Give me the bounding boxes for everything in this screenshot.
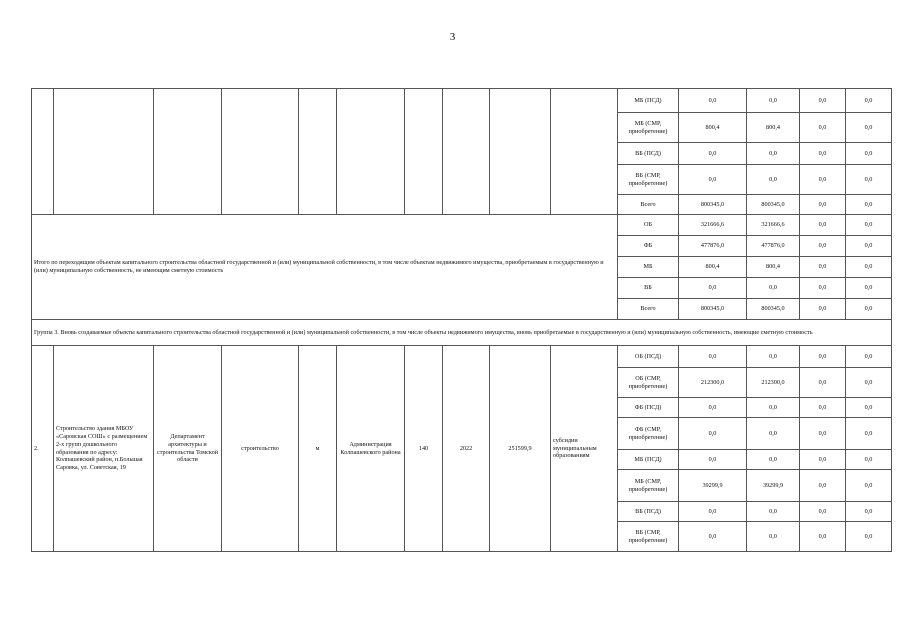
form-cell	[551, 89, 618, 215]
value-cell: 0,0	[846, 215, 892, 236]
value-cell: 0,0	[747, 522, 800, 552]
value-cell: 800,4	[679, 113, 747, 143]
value-cell: 800345,0	[679, 299, 747, 320]
value-cell: 0,0	[800, 502, 846, 522]
source-cell: Всего	[618, 299, 679, 320]
value-cell: 0,0	[800, 257, 846, 278]
value-cell: 0,0	[747, 418, 800, 450]
value-cell: 212300,0	[747, 368, 800, 398]
object-type: строительство	[222, 346, 299, 552]
capacity-cell	[405, 89, 443, 215]
table-row	[32, 346, 892, 368]
source-cell: МБ	[618, 257, 679, 278]
table-row	[32, 89, 892, 113]
budget-table	[31, 88, 892, 552]
value-cell: 0,0	[846, 195, 892, 215]
source-cell: МБ (ПСД)	[618, 89, 679, 113]
source-cell: МБ (ПСД)	[618, 450, 679, 470]
value-cell: 321666,6	[747, 215, 800, 236]
value-cell: 0,0	[846, 450, 892, 470]
value-cell: 0,0	[846, 346, 892, 368]
value-cell: 0,0	[846, 89, 892, 113]
value-cell: 0,0	[679, 143, 747, 165]
value-cell: 800345,0	[747, 195, 800, 215]
source-cell: ОБ (СМР, приобретение)	[618, 368, 679, 398]
value-cell: 800,4	[679, 257, 747, 278]
value-cell: 0,0	[679, 418, 747, 450]
value-cell: 0,0	[747, 89, 800, 113]
value-cell: 0,0	[679, 165, 747, 195]
value-cell: 0,0	[800, 278, 846, 299]
object-unit: м	[299, 346, 337, 552]
value-cell: 0,0	[846, 165, 892, 195]
value-cell: 0,0	[846, 257, 892, 278]
value-cell: 0,0	[800, 418, 846, 450]
value-cell: 0,0	[747, 502, 800, 522]
value-cell: 0,0	[800, 165, 846, 195]
value-cell: 39299,9	[679, 470, 747, 502]
value-cell: 0,0	[747, 143, 800, 165]
value-cell: 0,0	[747, 346, 800, 368]
value-cell: 0,0	[800, 522, 846, 552]
source-cell: МБ (СМР, приобретение)	[618, 113, 679, 143]
source-cell: ВБ (ПСД)	[618, 143, 679, 165]
object-cost: 251599,9	[490, 346, 551, 552]
table-row	[32, 320, 892, 346]
value-cell: 321666,6	[679, 215, 747, 236]
value-cell: 0,0	[800, 113, 846, 143]
value-cell: 0,0	[747, 450, 800, 470]
value-cell: 0,0	[679, 346, 747, 368]
object-year: 2022	[443, 346, 490, 552]
source-cell: ВБ	[618, 278, 679, 299]
value-cell: 0,0	[800, 450, 846, 470]
value-cell: 0,0	[846, 522, 892, 552]
value-cell: 0,0	[800, 236, 846, 257]
value-cell: 0,0	[679, 398, 747, 418]
value-cell: 0,0	[679, 278, 747, 299]
value-cell: 0,0	[747, 278, 800, 299]
value-cell: 0,0	[800, 368, 846, 398]
value-cell: 800345,0	[679, 195, 747, 215]
value-cell: 212300,0	[679, 368, 747, 398]
value-cell: 477876,0	[747, 236, 800, 257]
value-cell: 0,0	[846, 236, 892, 257]
value-cell: 0,0	[800, 398, 846, 418]
value-cell: 0,0	[846, 398, 892, 418]
page-number: 3	[449, 31, 456, 43]
source-cell: МБ (СМР, приобретение)	[618, 470, 679, 502]
source-cell: ВБ (ПСД)	[618, 502, 679, 522]
summary-title: Итого по переходящим объектам капитального строительства областной государственной и (или) муниципальной собственности, в том числе объектам недвижимого имущества, приобретаемым в государственную и (или) муниципальную собственность, не имеющим сметную стоимость	[32, 215, 618, 320]
source-cell: ФБ	[618, 236, 679, 257]
value-cell: 0,0	[800, 470, 846, 502]
value-cell: 800345,0	[747, 299, 800, 320]
value-cell: 0,0	[846, 502, 892, 522]
value-cell: 0,0	[846, 278, 892, 299]
value-cell: 0,0	[846, 418, 892, 450]
value-cell: 800,4	[747, 257, 800, 278]
object-customer: Администрация Колпашевского района	[337, 346, 405, 552]
cost-cell	[490, 89, 551, 215]
object-num: 2.	[32, 346, 54, 552]
source-cell: Всего	[618, 195, 679, 215]
year-cell	[443, 89, 490, 215]
value-cell: 0,0	[800, 195, 846, 215]
value-cell: 0,0	[800, 89, 846, 113]
source-cell: ВБ (СМР, приобретение)	[618, 165, 679, 195]
value-cell: 0,0	[800, 215, 846, 236]
object-capacity: 140	[405, 346, 443, 552]
object-name-cell	[54, 89, 154, 215]
value-cell: 0,0	[846, 299, 892, 320]
value-cell: 0,0	[679, 522, 747, 552]
object-department: Департамент архитектуры и строительства Томской области	[154, 346, 222, 552]
unit-cell	[299, 89, 337, 215]
object-name: Строительство здания МБОУ «Саровская СОШ» с размещением 2-х групп дошкольного образования по адресу: Колпашевский район, п.Большая Саровка, ул. Советская, 19	[54, 346, 154, 552]
value-cell: 0,0	[679, 89, 747, 113]
group-title: Группа 3. Вновь создаваемые объекты капитального строительства областной государственной и (или) муниципальной собственности, в том числе объекты недвижимого имущества, вновь приобретаемые в государственную и (или) муниципальную собственность, имеющие сметную стоимость	[32, 320, 892, 346]
value-cell: 39299,9	[747, 470, 800, 502]
value-cell: 0,0	[846, 113, 892, 143]
object-num-cell	[32, 89, 54, 215]
value-cell: 0,0	[679, 502, 747, 522]
type-cell	[222, 89, 299, 215]
source-cell: ОБ (ПСД)	[618, 346, 679, 368]
table-row	[32, 215, 892, 236]
value-cell: 800,4	[747, 113, 800, 143]
value-cell: 0,0	[747, 398, 800, 418]
source-cell: ОБ	[618, 215, 679, 236]
value-cell: 0,0	[846, 368, 892, 398]
value-cell: 0,0	[747, 165, 800, 195]
value-cell: 0,0	[800, 143, 846, 165]
source-cell: ФБ (ПСД)	[618, 398, 679, 418]
customer-cell	[337, 89, 405, 215]
source-cell: ВБ (СМР, приобретение)	[618, 522, 679, 552]
value-cell: 0,0	[679, 450, 747, 470]
value-cell: 0,0	[846, 470, 892, 502]
value-cell: 0,0	[800, 346, 846, 368]
value-cell: 0,0	[846, 143, 892, 165]
value-cell: 0,0	[800, 299, 846, 320]
source-cell: ФБ (СМР, приобретение)	[618, 418, 679, 450]
department-cell	[154, 89, 222, 215]
object-form: субсидии муниципальным образованиям	[551, 346, 618, 552]
value-cell: 477876,0	[679, 236, 747, 257]
